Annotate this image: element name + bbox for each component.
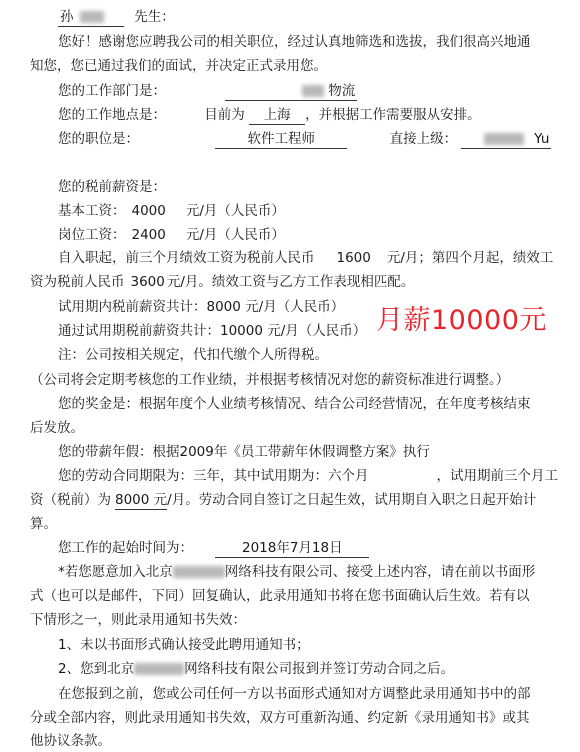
base-salary: 基本工资： 4000 元/月（人民币） [58,203,285,219]
location-prefix: 目前为 [204,107,245,123]
greeting-title: 先生： [134,9,175,25]
greeting [58,8,175,27]
annotation-monthly-salary: 月薪10000元 [376,305,547,336]
accept-line-2: 式（也可以是邮件，下同）回复确认，此录用通知书将在您书面确认后生效。若有以 [30,588,530,604]
position-row [58,130,551,149]
post-salary: 岗位工资： 2400 元/月（人民币） [58,227,285,243]
name-field: 孙 [58,8,124,27]
bonus-line-2: 后发放。 [30,420,84,436]
redacted-company-2 [134,663,184,675]
accept-item-2: 2、您到北京 网络科技有限公司报到并签订劳动合同之后。 [58,661,455,677]
position-label: 您的职位是： [58,131,139,147]
location-row [58,106,481,125]
intro-line-2: 知您，您已通过我们的面试，并决定正式录用您。 [30,58,327,74]
accept-line-1: *若您愿意加入北京 网络科技有限公司、接受上述内容，请在前以书面形 [58,564,536,580]
after-probation-total: 通过试用期税前薪资共计：10000 元/月（人民币） [58,323,367,339]
annual-leave: 您的带薪年假：根据2009年《员工带薪年休假调整方案》执行 [58,444,430,460]
contract-line-2: 资（税前）为 8000 元/月。劳动合同自签订之日起生效，试用期自入职之日起开始计 [30,492,537,508]
tax-note: 注：公司按相关规定，代扣代缴个人所得税。 [58,347,328,363]
probation-total: 试用期内税前薪资共计：8000 元/月（人民币） [58,299,345,315]
closing-line-2: 分或全部内容，则此录用通知书失效，双方可重新沟通、约定新《录用通知书》或其 [30,710,530,726]
location-suffix: ，并根据工作需要服从安排。 [305,107,481,123]
redacted-supervisor [484,133,524,145]
accept-line-3: 下情形之一，则此录用通知书失效： [30,612,246,628]
redacted-company [173,566,225,578]
closing-line-1: 在您报到之前，您或公司任何一方以书面形式通知对方调整此录用通知书中的部 [58,686,531,702]
bonus-line-1: 您的奖金是：根据年度个人业绩考核情况、结合公司经营情况，在年度考核结束 [58,396,531,412]
dept-row [58,82,357,101]
dept-value: 物流 [225,82,357,101]
redacted-name [80,11,104,23]
accept-item-1: 1、未以书面形式确认接受此聘用通知书； [58,637,310,653]
contract-line-3: 算。 [30,516,57,532]
supervisor-label: 直接上级： [389,131,458,147]
contract-line-1: 您的劳动合同期限为：三年，其中试用期为：六个月 ，试用期前三个月工 [58,468,558,484]
dept-label: 您的工作部门是： [58,83,166,99]
start-date: 2018年7月18日 [215,539,369,558]
supervisor-value: Yu [461,130,551,149]
closing-line-3: 他协议条款。 [30,733,111,749]
salary-heading: 您的税前薪资是： [58,179,166,195]
perf-line-2: 资为税前人民币 3600 元/月。绩效工资与乙方工作表现相匹配。 [30,274,415,290]
review-note: （公司将会定期考核您的工作业绩，并根据考核情况对您的薪资标准进行调整。） [30,372,510,388]
location-label: 您的工作地点是： [58,107,166,123]
redacted-dept [302,85,324,97]
perf-line-1: 自入职起，前三个月绩效工资为税前人民币 1600 元/月；第四个月起，绩效工 [58,250,554,266]
intro-line-1: 您好！感谢您应聘我公司的相关职位，经过认真地筛选和选拔，我们很高兴地通 [58,34,531,50]
location-city: 上海 [249,106,305,125]
position-value: 软件工程师 [215,130,347,149]
start-date-row: 您工作的起始时间为： 2018年7月18日 [58,539,369,558]
